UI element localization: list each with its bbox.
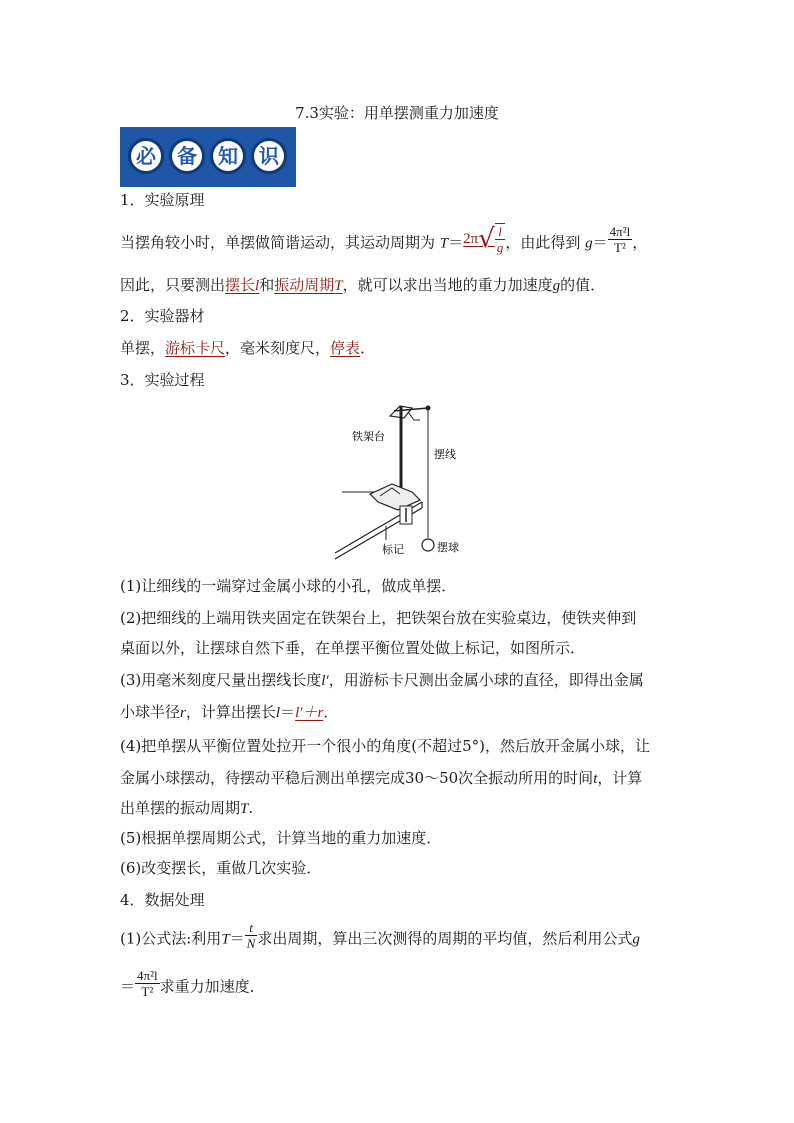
s1-l1-T: T — [439, 235, 449, 252]
s3-p4b-t: t — [593, 771, 598, 787]
period-fraction — [245, 920, 258, 951]
s4-l2-num: 4π²l — [137, 968, 158, 983]
s1-l2-and: 和 — [259, 276, 275, 294]
s1-l2-text-b: ，就可以求出当地的重力加速度 — [342, 276, 553, 294]
s3-step2-line2: 桌面以外，让摆球自然下垂，在单摆平衡位置处做上标记，如图所示． — [120, 639, 586, 657]
s4-l1-b: 求出周期，算出三次测得的周期的平均值，然后利用公式 — [257, 929, 633, 948]
s1-l1-text-b: ，由此得到 — [505, 233, 581, 252]
s4-l2-den: T² — [135, 983, 160, 999]
s1-l1-fnum: 4π²l — [609, 224, 631, 239]
label-ball: 摆球 — [437, 541, 459, 554]
s1-l1-den: g — [496, 239, 504, 255]
s3-step1: (1)让细线的一端穿过金属小球的小孔，做成单摆． — [120, 577, 457, 595]
s4-l1-T: T — [221, 931, 230, 948]
s3-p4c-T: T — [240, 801, 249, 817]
s4-l1-eq: ＝ — [229, 929, 245, 948]
label-string: 摆线 — [434, 448, 456, 461]
s1-line2 — [120, 275, 605, 296]
s4-l2-eq: ＝ — [120, 977, 136, 996]
s3-step3-line1 — [120, 670, 644, 691]
s3-step5: (5)根据单摆周期公式，计算当地的重力加速度． — [120, 829, 442, 847]
s1-l1-num: l — [498, 223, 502, 239]
s3-heading: 3．实验过程 — [120, 371, 205, 389]
s3-p3b-2: ，计算出摆长 — [185, 703, 276, 721]
s3-p4c-1: 出单摆的振动周期 — [120, 799, 241, 817]
s1-l2-text-a: 因此，只要测出 — [120, 276, 226, 294]
pendulum-apparatus-figure — [330, 398, 480, 560]
s3-step2-line1: (2)把细线的上端用铁夹固定在铁架台上，把铁架台放在实验桌边，使铁夹伸到 — [120, 609, 637, 627]
s4-l1-g: g — [632, 931, 640, 948]
s4-line1 — [120, 920, 640, 951]
s2-heading: 2．实验器材 — [120, 307, 205, 325]
s2-text-b: ，毫米刻度尺， — [225, 339, 331, 357]
s1-l2-r2: 振动周期 — [274, 276, 335, 294]
s1-line1 — [120, 223, 648, 255]
answer-vernier-caliper: 游标卡尺 — [165, 339, 226, 357]
s1-l1-g: g — [585, 235, 593, 252]
s4-l1-den: N — [246, 936, 256, 951]
clamp-screw — [408, 412, 420, 420]
s1-l1-eq2: ＝ — [592, 233, 608, 252]
s1-heading: 1．实验原理 — [120, 191, 205, 209]
g-fraction-2 — [135, 968, 160, 999]
s1-l2-r1v: l — [255, 278, 260, 294]
s3-p3b-eq: ＝ — [280, 703, 296, 721]
s3-p3b-1: 小球半径 — [120, 703, 181, 721]
s4-heading: 4．数据处理 — [120, 891, 205, 909]
label-iron-stand: 铁架台 — [352, 430, 385, 443]
s1-l2-text-c: 的值． — [560, 276, 606, 294]
period-formula-answer — [463, 223, 505, 255]
s1-l1-fden: T² — [608, 239, 633, 255]
s4-l2-b: 求重力加速度． — [159, 977, 265, 996]
s3-p4b-2: ，计算 — [597, 769, 643, 787]
s3-step4-line2 — [120, 768, 642, 789]
banner-char-2: 备 — [169, 138, 205, 174]
s1-l1-end: ， — [632, 233, 648, 252]
s2-text-a: 单摆， — [120, 339, 166, 357]
s3-step6: (6)改变摆长，重做几次实验． — [120, 859, 322, 877]
banner-char-1: 必 — [128, 138, 164, 174]
s4-line2 — [120, 968, 265, 999]
s4-l1-a: (1)公式法:利用 — [120, 929, 222, 948]
s3-p3b-r: r — [180, 705, 186, 721]
sqrt-fraction — [495, 223, 506, 255]
sqrt-sign: √ — [478, 223, 495, 254]
g-formula-fraction — [608, 224, 633, 255]
label-mark: 标记 — [382, 543, 404, 556]
answer-pendulum-length — [225, 276, 259, 294]
answer-length-formula: l′＋r — [295, 705, 324, 721]
s3-p3a-1: (3)用毫米刻度尺量出摆线长度 — [120, 671, 322, 689]
s1-l1-2pi: 2π — [463, 230, 479, 247]
s1-l1-text-a: 当摆角较小时，单摆做简谐运动，其运动周期为 — [120, 233, 436, 252]
banner-char-4: 识 — [251, 138, 287, 174]
s3-p3a-v: l′ — [321, 673, 329, 689]
s3-step3-line2 — [120, 702, 338, 723]
s3-p3b-l: l — [275, 705, 281, 721]
s3-p4c-2: . — [248, 799, 254, 817]
s4-l1-num: t — [249, 920, 253, 935]
section-banner — [120, 127, 296, 187]
banner-char-3: 知 — [210, 138, 246, 174]
answer-stopwatch: 停表 — [330, 339, 361, 357]
s1-l2-r2v: T — [334, 278, 343, 294]
s3-p3a-2: ，用游标卡尺测出金属小球的直径，即得出金属 — [328, 671, 644, 689]
s3-step4-line3 — [120, 798, 253, 819]
s1-l2-g: g — [552, 278, 561, 294]
s2-text-c: ． — [360, 339, 376, 357]
page-title: 7.3实验：用单摆测重力加速度 — [295, 104, 499, 122]
s3-step4-line1: (4)把单摆从平衡位置处拉开一个很小的角度(不超过5°)，然后放开金属小球，让 — [120, 737, 650, 755]
s3-p4b-1: 金属小球摆动，待摆动平稳后测出单摆完成30～50次全振动所用的时间 — [120, 769, 594, 787]
s3-p3b-end: ． — [323, 703, 339, 721]
s1-l1-eq: ＝ — [448, 233, 464, 252]
s1-l2-r1: 摆长 — [225, 276, 256, 294]
s2-line — [120, 338, 375, 358]
pendulum-ball — [422, 539, 434, 551]
answer-period — [274, 276, 342, 294]
